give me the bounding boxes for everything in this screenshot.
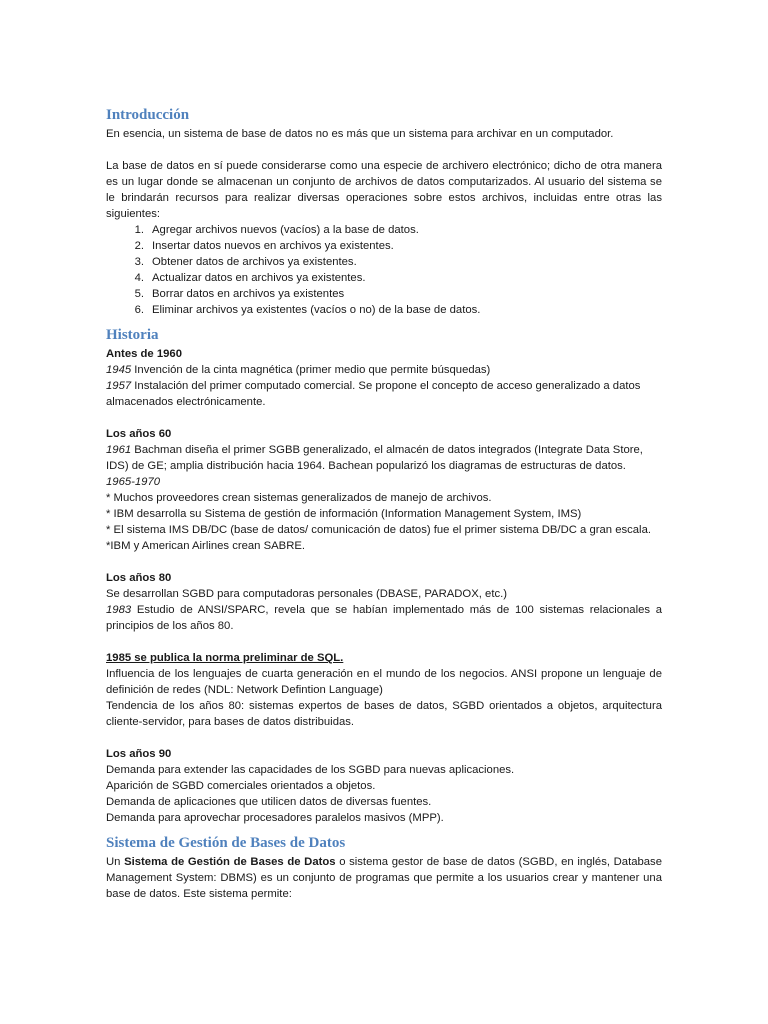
- list-number: 6.: [134, 304, 144, 316]
- list-number: 1.: [134, 224, 144, 236]
- list-item: [106, 238, 662, 254]
- historia-heading: Historia: [106, 327, 159, 343]
- sgbd-lead: Un: [106, 856, 125, 868]
- text-1983: Estudio de ANSI/SPARC, revela que se habían implementado más de 100 sistemas relacionales a principios de los años 80.: [106, 604, 662, 632]
- list-text: Obtener datos de archivos ya existentes.: [152, 256, 357, 268]
- sgbd-heading: Sistema de Gestión de Bases de Datos: [106, 835, 346, 851]
- anos-80-title: Los años 80: [106, 572, 172, 584]
- list-item: [106, 254, 662, 270]
- list-item: [106, 302, 662, 318]
- operations-list: [106, 222, 662, 318]
- text-1957: Instalación del primer computado comercial. Se propone el concepto de acceso generalizado a datos almacenados electrónicamente.: [106, 380, 641, 408]
- document-page: [106, 104, 662, 902]
- year-1983: 1983: [106, 604, 132, 616]
- anos-90-line: Demanda de aplicaciones que utilicen datos de diversas fuentes.: [106, 796, 432, 808]
- list-number: 2.: [134, 240, 144, 252]
- list-number: 4.: [134, 272, 144, 284]
- bullet-line: *IBM y American Airlines crean SABRE.: [106, 540, 306, 552]
- sgbd-rest: o sistema gestor de base de datos (SGBD, en inglés, Database Management System: DBMS) es un conjunto de programas que permite a los usuarios crear y mantener una base de datos. Este sistema permite:: [106, 856, 662, 900]
- year-1957: 1957: [106, 380, 132, 392]
- sql-1985-line-2: Tendencia de los años 80: sistemas expertos de bases de datos, SGBD orientados a objetos, arquitectura cliente-servidor, para bases de datos distribuidas.: [106, 700, 662, 728]
- sql-1985-line-1: Influencia de los lenguajes de cuarta generación en el mundo de los negocios. ANSI propone un lenguaje de definición de redes (NDL: Network Defintion Language): [106, 668, 662, 696]
- entry-1961: [106, 442, 662, 474]
- anos-90-title: Los años 90: [106, 748, 172, 760]
- year-1945: 1945: [106, 364, 132, 376]
- sgbd-paragraph: [106, 854, 662, 902]
- list-text: Insertar datos nuevos en archivos ya existentes.: [152, 240, 394, 252]
- anos-60-title: Los años 60: [106, 428, 172, 440]
- list-item: [106, 270, 662, 286]
- list-text: Eliminar archivos ya existentes (vacíos o no) de la base de datos.: [152, 304, 481, 316]
- entry-1957: [106, 378, 662, 410]
- list-number: 5.: [134, 288, 144, 300]
- year-1965-1970: 1965-1970: [106, 476, 161, 488]
- bullet-line: * El sistema IMS DB/DC (base de datos/ comunicación de datos) fue el primer sistema DB/DC a gran escala.: [106, 524, 651, 536]
- year-1961: 1961: [106, 444, 132, 456]
- sql-1985-title: 1985 se publica la norma preliminar de SQL.: [106, 652, 344, 664]
- anos-80-line: Se desarrollan SGBD para computadoras personales (DBASE, PARADOX, etc.): [106, 588, 508, 600]
- list-text: Agregar archivos nuevos (vacíos) a la base de datos.: [152, 224, 419, 236]
- list-number: 3.: [134, 256, 144, 268]
- text-1945: Invención de la cinta magnética (primer medio que permite búsquedas): [131, 364, 491, 376]
- entry-1945: [106, 362, 662, 378]
- text-1961: Bachman diseña el primer SGBB generalizado, el almacén de datos integrados (Integrate Data Store, IDS) de GE; amplia distribución hacia 1964. Bachean popularizó los diagramas de estructuras de datos.: [106, 444, 643, 472]
- anos-90-line: Demanda para extender las capacidades de los SGBD para nuevas aplicaciones.: [106, 764, 515, 776]
- list-text: Actualizar datos en archivos ya existentes.: [152, 272, 366, 284]
- intro-paragraph-1: En esencia, un sistema de base de datos no es más que un sistema para archivar en un computador.: [106, 128, 614, 140]
- list-item: [106, 286, 662, 302]
- bullet-line: * IBM desarrolla su Sistema de gestión de información (Information Management System, IMS): [106, 508, 582, 520]
- entry-1983: [106, 602, 662, 634]
- anos-90-line: Demanda para aprovechar procesadores paralelos masivos (MPP).: [106, 812, 444, 824]
- anos-90-line: Aparición de SGBD comerciales orientados a objetos.: [106, 780, 376, 792]
- antes-1960-title: Antes de 1960: [106, 348, 182, 360]
- list-item: [106, 222, 662, 238]
- list-text: Borrar datos en archivos ya existentes: [152, 288, 345, 300]
- intro-heading: Introducción: [106, 107, 190, 123]
- bullet-line: * Muchos proveedores crean sistemas generalizados de manejo de archivos.: [106, 492, 492, 504]
- sgbd-bold-term: Sistema de Gestión de Bases de Datos: [124, 856, 336, 868]
- intro-paragraph-2: La base de datos en sí puede considerarse como una especie de archivero electrónico; dicho de otra manera es un lugar donde se almacenan un conjunto de archivos de datos computarizados. Al usuario del sistema se le brindarán recursos para realizar diversas operaciones sobre estos archivos, incluidas entre otras las siguientes:: [106, 160, 662, 220]
